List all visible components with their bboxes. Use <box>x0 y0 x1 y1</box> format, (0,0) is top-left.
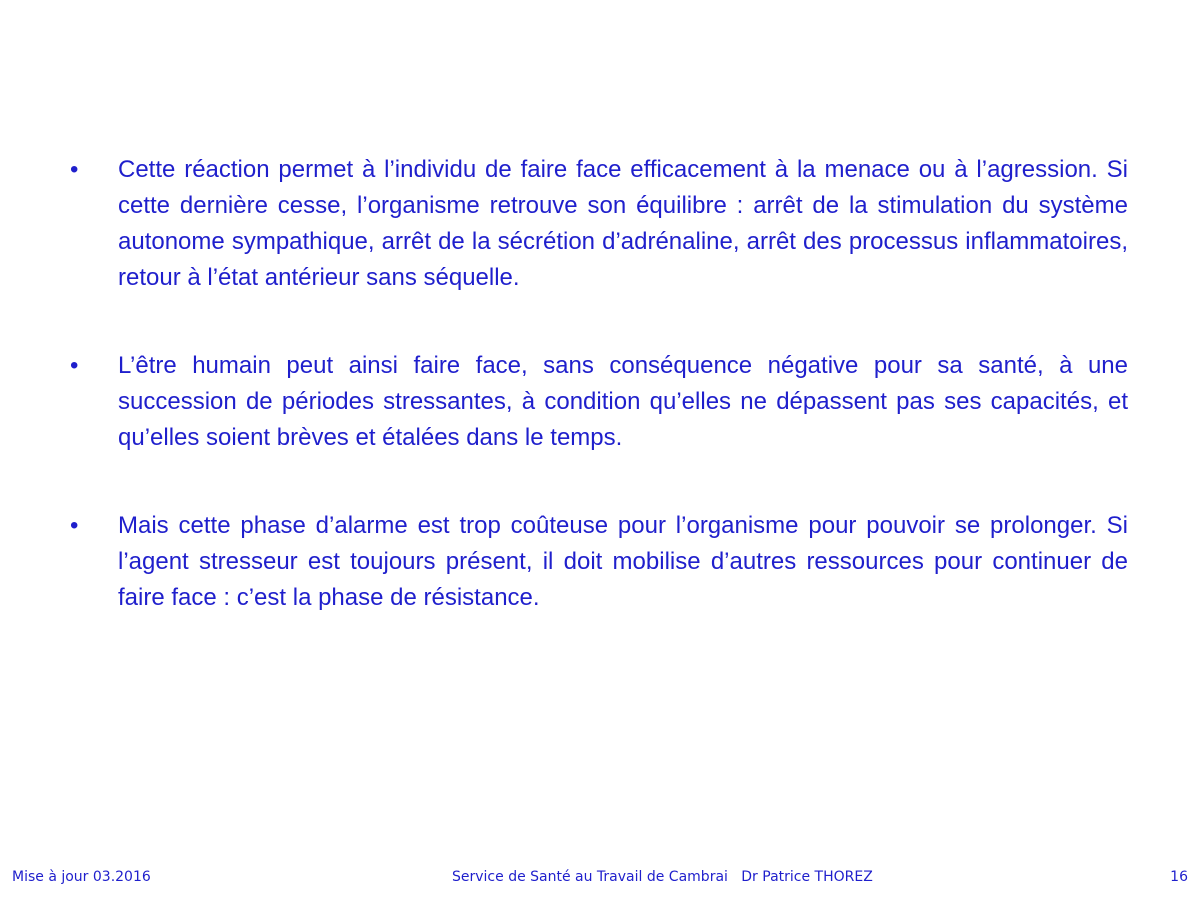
footer-date: Mise à jour 03.2016 <box>12 869 151 885</box>
bullet-list <box>64 152 1128 668</box>
footer-author: Service de Santé au Travail de Cambrai Dr Patrice THOREZ <box>452 869 873 885</box>
bullet-icon: • <box>70 512 79 539</box>
bullet-icon: • <box>70 156 79 183</box>
bullet-icon: • <box>70 352 79 379</box>
bullet-text: L’être humain peut ainsi faire face, sans conséquence négative pour sa santé, à une succession de périodes stressantes, à condition qu’elles ne dépassent pas ses capacités, et qu’elles soient brèves et étalées dans le temps. <box>118 352 1128 451</box>
bullet-item <box>64 152 1128 296</box>
bullet-text: Cette réaction permet à l’individu de faire face efficacement à la menace ou à l’agression. Si cette dernière cesse, l’organisme retrouve son équilibre : arrêt de la stimulation du système autonome sympathique, arrêt de la sécrétion d’adrénaline, arrêt des processus inflammatoires, retour à l’état antérieur sans séquelle. <box>118 156 1128 291</box>
footer-page-number: 16 <box>1170 869 1188 885</box>
bullet-text: Mais cette phase d’alarme est trop coûteuse pour l’organisme pour pouvoir se prolonger. Si l’agent stresseur est toujours présent, il doit mobilise d’autres ressources pour continuer de faire face : c’est la phase de résistance. <box>118 512 1128 611</box>
bullet-item <box>64 508 1128 616</box>
bullet-item <box>64 348 1128 456</box>
